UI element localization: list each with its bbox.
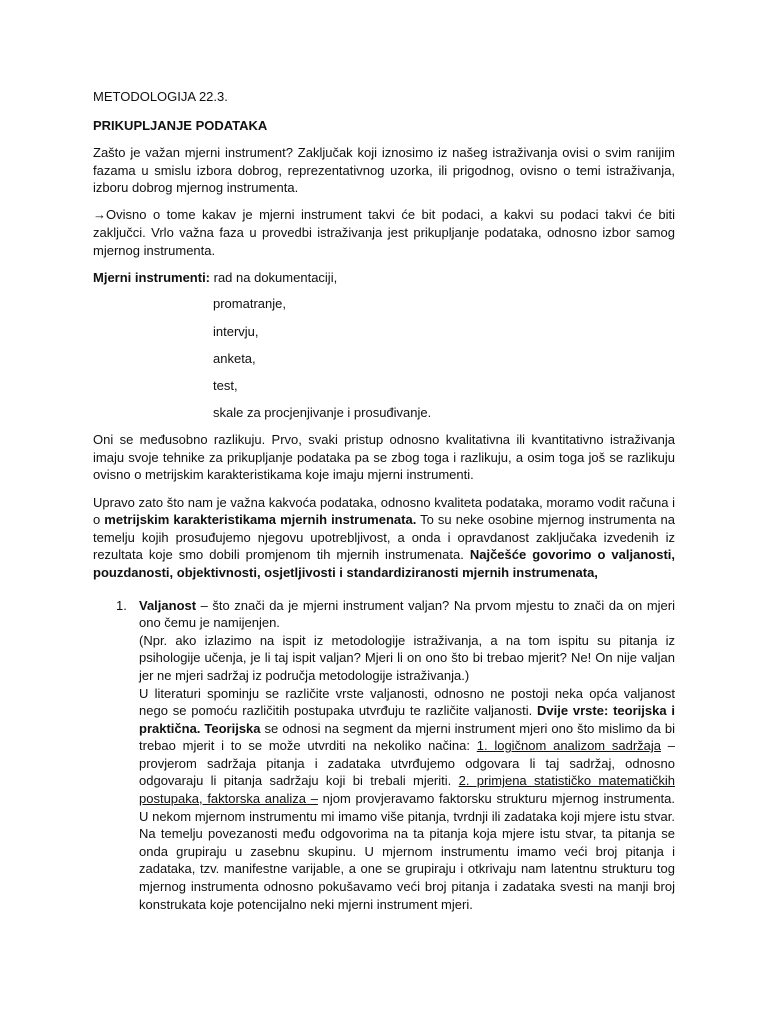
instruments-line <box>93 269 675 287</box>
validity-term: Valjanost <box>139 597 197 613</box>
paragraph-intro: Zašto je važan mjerni instrument? Zaključak koji iznosimo iz našeg istraživanja ovisi o svim ranijim fazama u smislu izbora dobrog, reprezentativnog uzorka, ili prigodnog, ovisno o temi istraživanja, izboru dobrog mjernog instrumenta. <box>93 145 675 196</box>
text-run: U literaturi spominju se različite vrste valjanosti, odnosno ne postoji neka opća valjanost nego se pomoću različitih postupaka utvrđuju te različite valjanosti. <box>139 685 675 719</box>
text-run: To su neke osobine mjernog instrumenta na temelju kojih prosuđujemo njegovu upotrebljivost, a onda i opravdanost zaključaka izvedenih iz rezultata koje smo dobili promjenom tih mjernih instrumenata. <box>93 512 676 563</box>
validity-types <box>139 685 675 914</box>
instrument-item: skale za procjenjivanje i prosuđivanje. <box>213 405 432 421</box>
text-run-bold: metrijskim karakteristikama mjernih instrumenata. <box>104 512 417 528</box>
instrument-item: test, <box>213 377 238 393</box>
text-run: Upravo zato što nam je važna kakvoća podataka, odnosno kvaliteta podataka, moramo vodit računa i o <box>93 494 675 528</box>
instrument-item: rad na dokumentaciji, <box>210 269 338 285</box>
paragraph-arrow <box>93 206 675 259</box>
text-run-bold: Najčešće govorimo o valjanosti, pouzdanosti, objektivnosti, osjetljivosti i standardiziranosti mjernih instrumenata, <box>93 547 675 580</box>
list-number: 1. <box>116 597 127 613</box>
validity-definition <box>139 597 675 632</box>
instrument-item: anketa, <box>213 350 256 366</box>
doc-title: METODOLOGIJA 22.3. <box>93 89 228 104</box>
text-run: njom provjeravamo faktorsku strukturu mjernog instrumenta. U nekom mjernom instrumentu mi imamo više pitanja, tvrdnji ili zadataka koji mjere istu stvar. Na temelju povezanosti među odgovorima na ta pitanja koja mjere istu stvar, ta pitanja se onda grupiraju u zasebnu skupinu. U mjernom instrumentu imamo veći broj pitanja i zadataka, tzv. manifestne varijable, a one se grupiraju i otkrivaju nam latentnu strukturu tog mjernog instrumenta odnosno pokušavamo veći broj pitanja i zadataka svesti na manji broj konstrukata koje potencijalno neki mjerni instrument mjeri. <box>139 791 675 912</box>
text-run-underline: 2. primjena statističko matematičkih postupaka, faktorska analiza – <box>139 773 675 807</box>
paragraph-arrow-text: Ovisno o tome kakav je mjerni instrument takvi će bit podaci, a kakvi su podaci takvi će biti zaključci. Vrlo važna faza u provedbi istraživanja jest prikupljanje podataka, odnosno izbor samog mjernog instrumenta. <box>93 207 675 258</box>
document-page <box>93 88 675 913</box>
text-run: se odnosi na segment da mjerni instrument mjeri ono što mislimo da bi trebao mjerit i to se može utvrditi na nekoliko načina: <box>139 720 675 754</box>
instrument-item: promatranje, <box>213 296 286 312</box>
text-run-underline: 1. logičnom analizom sadržaja <box>476 738 662 754</box>
paragraph-differences: Oni se međusobno razlikuju. Prvo, svaki pristup odnosno kvalitativna ili kvantitativno istraživanja imaju svoje tehnike za prikupljanje podataka pa se zbog toga i razlikuju, a osim toga još se razlikuju ovisno o metrijskim karakteristikama koje imaju mjerni instrumenti. <box>93 432 675 483</box>
paragraph-metric <box>93 494 675 582</box>
text-run: – provjerom sadržaja pitanja i zadataka utvrđujemo odgovara li taj sadržaj, odnosno odgovaraju li pitanja sadržaju koji bi trebali mjeriti. <box>139 738 675 789</box>
text-run: – što znači da je mjerni instrument valjan? Na prvom mjestu to znači da on mjeri ono čemu je namijenjen. <box>139 597 675 631</box>
arrow-icon: → <box>93 207 106 223</box>
instrument-item: intervju, <box>213 323 259 339</box>
section-heading: PRIKUPLJANJE PODATAKA <box>93 117 268 133</box>
list-item-validity <box>93 597 675 914</box>
validity-example: (Npr. ako izlazimo na ispit iz metodologije istraživanja, a na tom ispitu su pitanja iz psihologije učenja, je li taj ispit valjan? Mjeri li on ono što bi trebao mjerit? Ne! On nije valjan jer ne mjeri sadržaj iz područja metodologije istraživanja.) <box>139 632 675 683</box>
instruments-label: Mjerni instrumenti: <box>93 269 211 285</box>
text-run-bold: Dvije vrste: teorijska i praktična. Teorijska <box>139 703 675 736</box>
